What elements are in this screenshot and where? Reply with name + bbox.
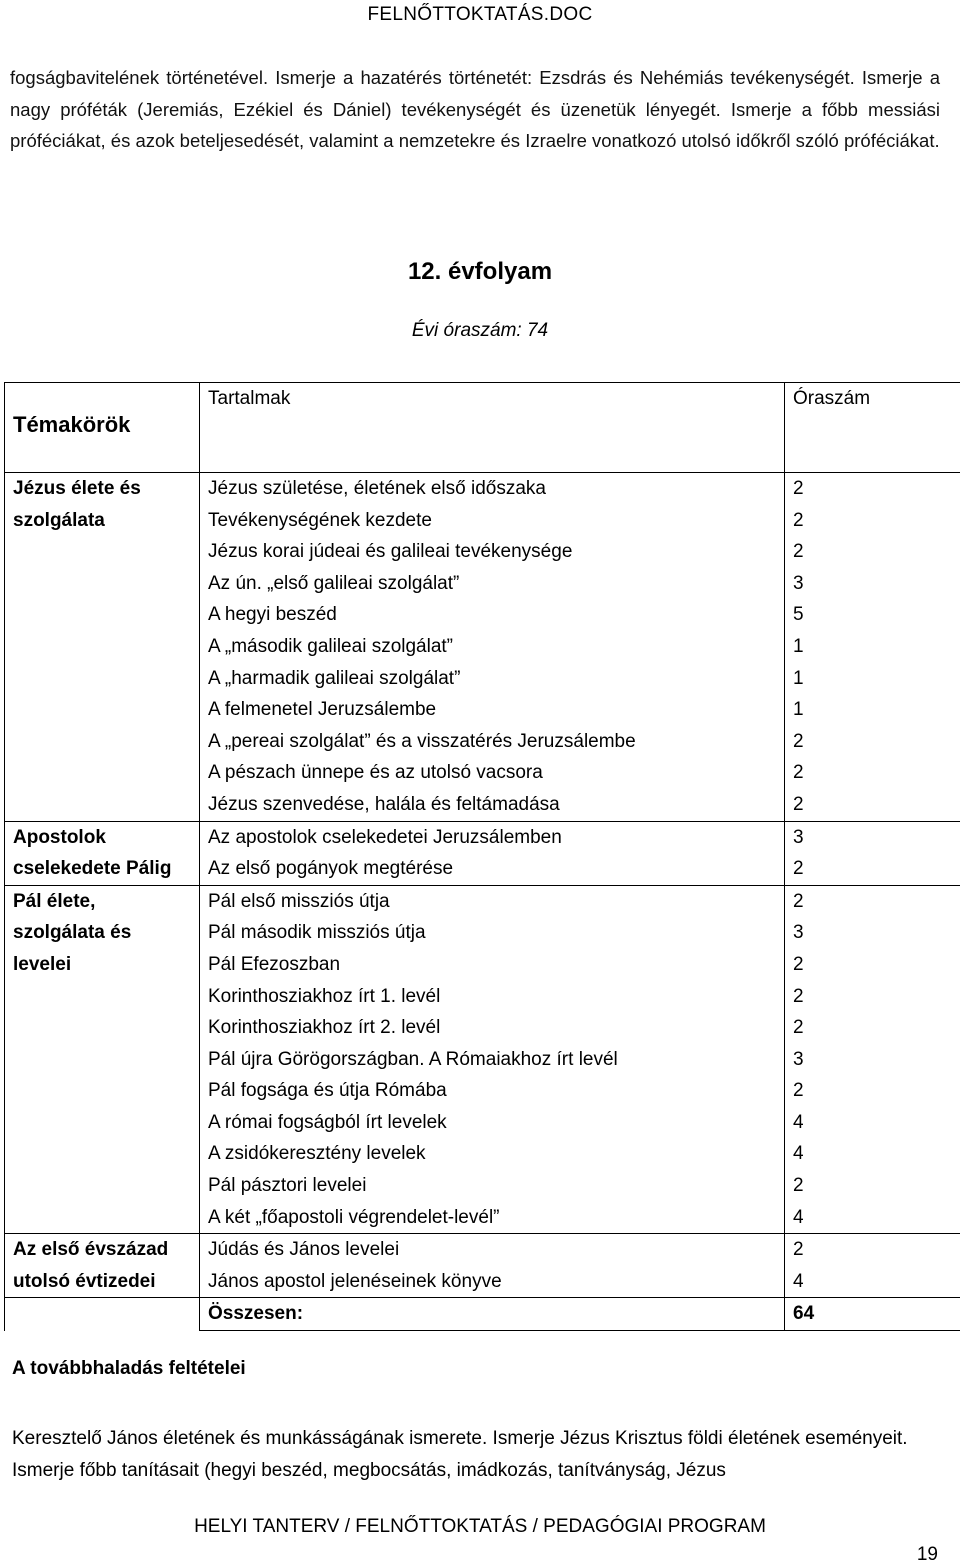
content-item: Pál első missziós útja — [208, 890, 390, 912]
hours-item: 2 — [793, 1017, 804, 1039]
content-item: Pál pásztori levelei — [208, 1175, 367, 1197]
topic-label: utolsó évtizedei — [13, 1270, 156, 1292]
content-item: A „második galileai szolgálat” — [208, 635, 454, 657]
topic-label: levelei — [13, 953, 72, 975]
hours-item: 5 — [793, 604, 804, 626]
content-cell — [200, 473, 785, 822]
content-item: Az első pogányok megtérése — [208, 858, 454, 880]
content-item: A két „főapostoli végrendelet-levél” — [208, 1206, 500, 1228]
content-item: A „harmadik galileai szolgálat” — [208, 667, 461, 689]
content-item: János apostol jelenéseinek könyve — [208, 1270, 502, 1292]
hours-item: 3 — [793, 826, 804, 848]
topic-label: Az első évszázad — [13, 1239, 169, 1261]
topic-cell — [5, 1234, 200, 1298]
content-item: Korinthosziakhoz írt 2. levél — [208, 1017, 441, 1039]
content-cell — [200, 885, 785, 1234]
hours-item: 2 — [793, 1175, 804, 1197]
topic-row — [5, 1234, 960, 1298]
hours-item: 4 — [793, 1143, 804, 1165]
hours-item: 3 — [793, 572, 804, 594]
content-item: Az ún. „első galileai szolgálat” — [208, 572, 460, 594]
hours-item: 4 — [793, 1206, 804, 1228]
total-label: Összesen: — [200, 1298, 785, 1331]
content-item: Jézus szenvedése, halála és feltámadása — [208, 793, 560, 815]
hours-item: 4 — [793, 1111, 804, 1133]
content-item: Jézus korai júdeai és galileai tevékenysége — [208, 541, 573, 563]
hours-item: 2 — [793, 1239, 804, 1261]
hours-item: 4 — [793, 1270, 804, 1292]
total-row — [5, 1298, 960, 1331]
topic-row — [5, 821, 960, 885]
hours-item: 2 — [793, 762, 804, 784]
table-header-row — [5, 383, 960, 473]
content-item: Korinthosziakhoz írt 1. levél — [208, 985, 441, 1007]
document-footer: HELYI TANTERV / FELNŐTTOKTATÁS / PEDAGÓGIAI PROGRAM — [194, 1516, 766, 1537]
content-item: Tevékenységének kezdete — [208, 509, 432, 531]
hours-cell — [785, 821, 960, 885]
topic-cell — [5, 885, 200, 1234]
hours-item: 1 — [793, 667, 804, 689]
content-item: Pál Efezoszban — [208, 953, 341, 975]
page-number: 19 — [916, 1544, 938, 1565]
content-item: Pál fogsága és útja Rómába — [208, 1080, 447, 1102]
annual-hours: Évi óraszám: 74 — [411, 320, 549, 341]
content-item: A hegyi beszéd — [208, 604, 337, 626]
hours-item: 2 — [793, 509, 804, 531]
content-item: Júdás és János levelei — [208, 1239, 400, 1261]
topic-label: szolgálata — [13, 509, 105, 531]
content-cell — [200, 821, 785, 885]
content-item: A pészach ünnepe és az utolsó vacsora — [208, 762, 543, 784]
content-item: Pál második missziós útja — [208, 922, 426, 944]
hours-item: 3 — [793, 922, 804, 944]
hours-item: 2 — [793, 541, 804, 563]
total-empty-cell — [5, 1298, 200, 1331]
topic-label: cselekedete Pálig — [13, 858, 172, 880]
content-item: A „pereai szolgálat” és a visszatérés Jeruzsálembe — [208, 730, 636, 752]
header-contents: Tartalmak — [200, 383, 785, 473]
hours-item: 2 — [793, 478, 804, 499]
conditions-paragraph: Keresztelő János életének és munkásságának ismerete. Ismerje Jézus Krisztus földi életének eseményeit. Ismerje főbb tanításait (hegyi beszéd, megbocsátás, imádkozás, tanítványság, Jézus — [12, 1428, 908, 1481]
hours-item: 3 — [793, 1048, 804, 1070]
hours-item: 2 — [793, 985, 804, 1007]
content-item: A felmenetel Jeruzsálembe — [208, 699, 437, 721]
section-title: A továbbhaladás feltételei — [12, 1358, 246, 1379]
header-hours: Óraszám — [785, 383, 960, 473]
hours-item: 2 — [793, 730, 804, 752]
document-header: FELNŐTTOKTATÁS.DOC — [367, 4, 593, 25]
hours-item: 1 — [793, 699, 804, 721]
hours-item: 2 — [793, 953, 804, 975]
content-item: Az apostolok cselekedetei Jeruzsálemben — [208, 826, 562, 848]
topic-cell — [5, 821, 200, 885]
intro-paragraph: fogságbavitelének történetével. Ismerje a hazatérés történetét: Ezsdrás és Nehémiás tevékenységét. Ismerje a nagy próféták (Jeremiás, Ezékiel és Dániel) tevékenységét és üzenetük lényegét. Ismerje a főbb messiási próféciákat, és azok beteljesedését, valamint a nemzetekre és Izraelre vonatkozó utolsó időkről szóló próféciákat. — [10, 67, 940, 151]
topic-label: Jézus élete és — [13, 478, 141, 499]
topic-label: Apostolok — [13, 826, 106, 848]
curriculum-table — [4, 382, 960, 1331]
hours-cell — [785, 1234, 960, 1298]
hours-item: 2 — [793, 858, 804, 880]
content-item: A római fogságból írt levelek — [208, 1111, 447, 1133]
topic-label: Pál élete, — [13, 890, 96, 912]
hours-cell — [785, 473, 960, 822]
header-topics: Témakörök — [5, 383, 200, 473]
topic-row — [5, 885, 960, 1234]
hours-item: 2 — [793, 890, 804, 912]
content-item: A zsidókeresztény levelek — [208, 1143, 426, 1165]
content-item: Jézus születése, életének első időszaka — [208, 478, 546, 499]
total-value: 64 — [785, 1298, 960, 1331]
content-cell — [200, 1234, 785, 1298]
hours-item: 2 — [793, 1080, 804, 1102]
hours-cell — [785, 885, 960, 1234]
topic-row — [5, 473, 960, 822]
hours-item: 2 — [793, 793, 804, 815]
content-item: Pál újra Görögországban. A Rómaiakhoz írt levél — [208, 1048, 618, 1070]
grade-title: 12. évfolyam — [407, 258, 553, 285]
topic-cell — [5, 473, 200, 822]
topic-label: szolgálata és — [13, 922, 132, 944]
hours-item: 1 — [793, 635, 804, 657]
